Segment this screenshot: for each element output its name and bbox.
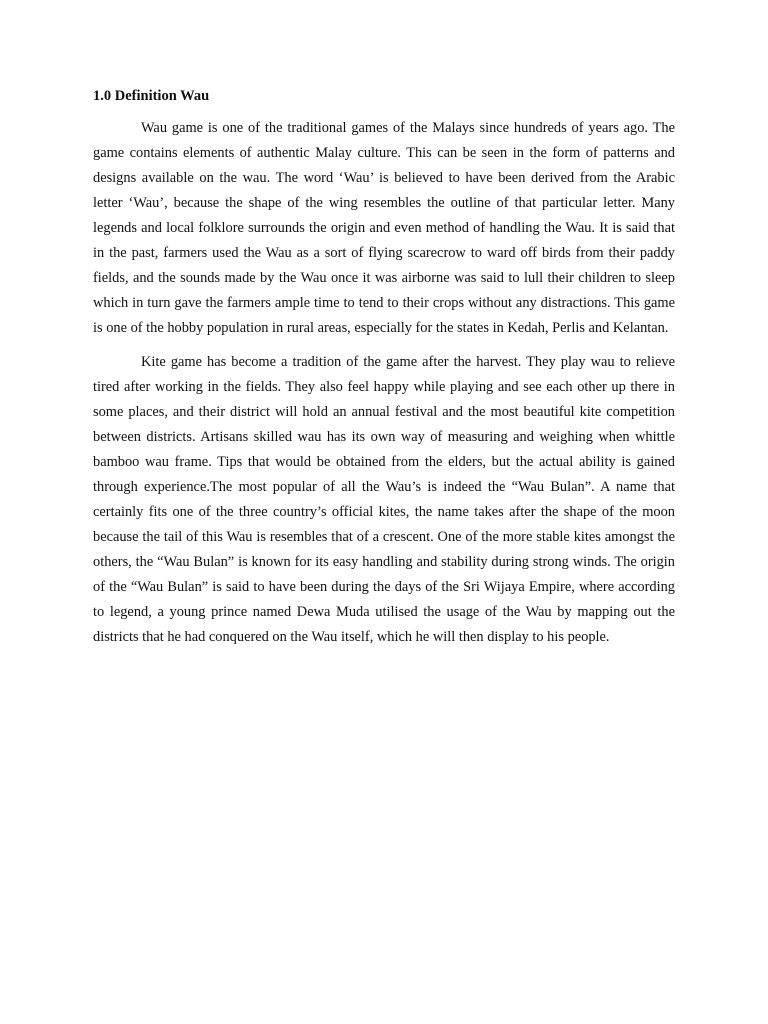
section-heading: 1.0 Definition Wau — [93, 88, 210, 104]
paragraph-2: Kite game has become a tradition of the game after the harvest. They play wau to relieve tired after working in the fields. They also feel happy while playing and see each other up there in some places, and their district will hold an annual festival and the most beautiful kite competition between districts. Artisans skilled wau has its own way of measuring and weighing when whittle bamboo wau frame. Tips that would be obtained from the elders, but the actual ability is gained through experience.The most popular of all the Wau’s is indeed the “Wau Bulan”. A name that certainly fits one of the three country’s official kites, the name takes after the shape of the moon because the tail of this Wau is resembles that of a crescent. One of the more stable kites amongst the others, the “Wau Bulan” is known for its easy handling and stability during strong winds. The origin of the “Wau Bulan” is said to have been during the days of the Sri Wijaya Empire, where according to legend, a young prince named Dewa Muda utilised the usage of the Wau by mapping out the districts that he had conquered on the Wau itself, which he will then display to his people. — [93, 354, 675, 645]
document-body — [93, 86, 675, 659]
paragraph-1: Wau game is one of the traditional games of the Malays since hundreds of years ago. The game contains elements of authentic Malay culture. This can be seen in the form of patterns and designs available on the wau. The word ‘Wau’ is believed to have been derived from the Arabic letter ‘Wau’, because the shape of the wing resembles the outline of that particular letter. Many legends and local folklore surrounds the origin and even method of handling the Wau. It is said that in the past, farmers used the Wau as a sort of flying scarecrow to ward off birds from their paddy fields, and the sounds made by the Wau once it was airborne was said to lull their children to sleep which in turn gave the farmers ample time to tend to their crops without any distractions. This game is one of the hobby population in rural areas, especially for the states in Kedah, Perlis and Kelantan. — [93, 120, 675, 336]
